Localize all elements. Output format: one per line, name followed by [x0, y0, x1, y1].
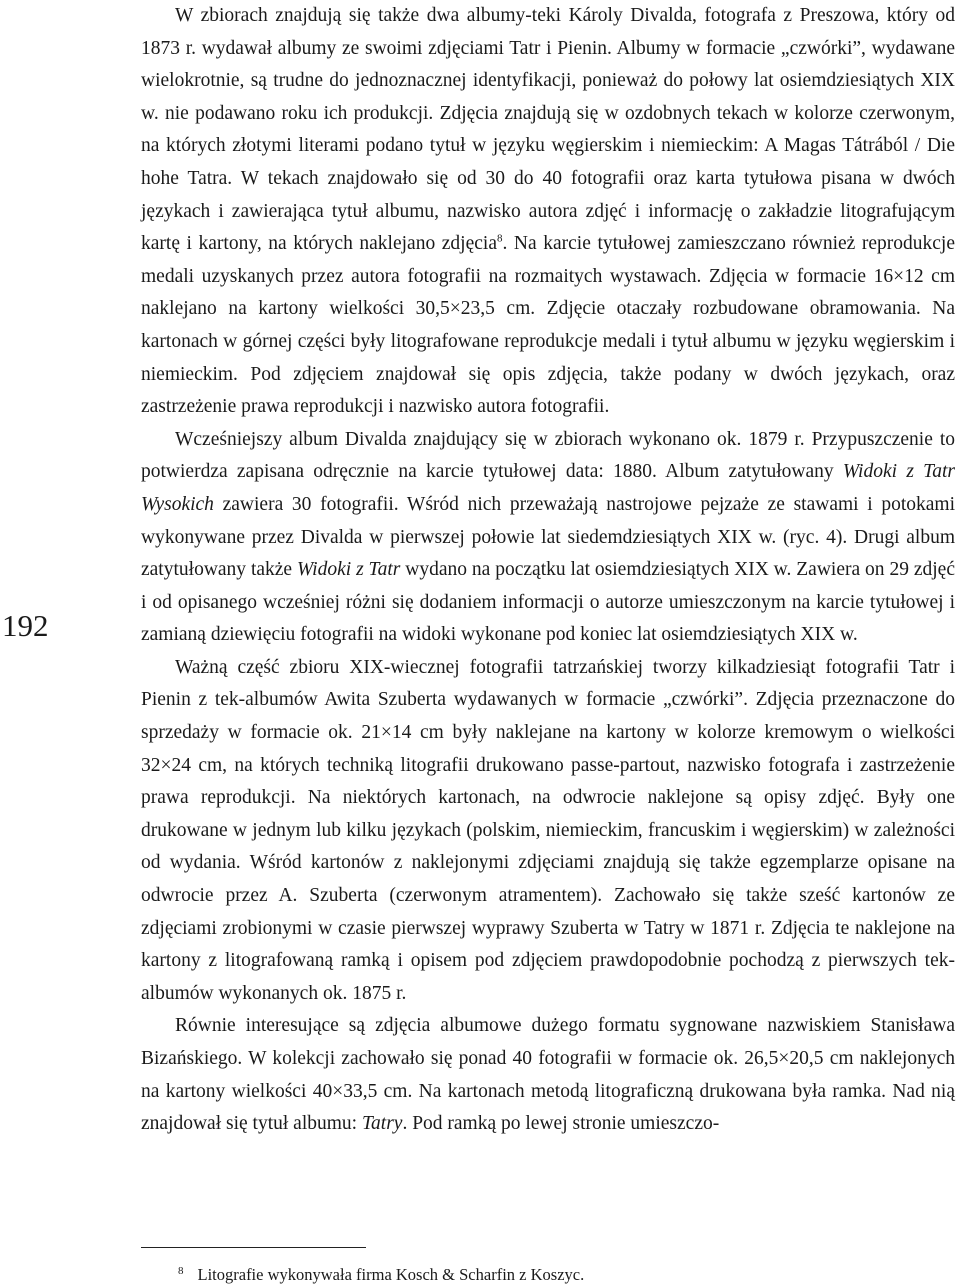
page-number: 192 [0, 606, 62, 646]
footnote-separator [141, 1247, 366, 1248]
footnote-mark: 8 [178, 1265, 184, 1277]
body-text [141, 0, 955, 1141]
italic-title: Widoki z Tatr Wysokich [141, 461, 955, 515]
footnote-reference: 8 [496, 232, 503, 245]
paragraph [141, 424, 955, 652]
footnote [178, 1260, 584, 1286]
italic-title: Widoki z Tatr [297, 559, 401, 581]
text-run: Ważną część zbioru XIX-wiecznej fotografii tatrzańskiej tworzy kilkadziesiąt fotografii Tatr i Pienin z tek-albumów Awita Szuberta wydawanych w formacie „czwórki”. Zdjęcia przeznaczone do sprzedaży w formacie ok. 21×14 cm były naklejane na kartony w kolorze kremowym o wielkości 32×24 cm, na których techniką litografii drukowano passe-partout, nazwisko fotografa i zastrzeżenie prawa reprodukcji. Na niektórych kartonach, na odwrocie naklejone są opisy zdjęć. Były one drukowane w jednym lub kilku językach (polskim, niemieckim, francuskim i węgierskim) w zależności od wydania. Wśród kartonów z naklejonymi zdjęciami znajdują się także egzemplarze opisane na odwrocie przez A. Szuberta (czerwonym atramentem). Zachowało się także sześć kartonów ze zdjęciami zrobionymi w czasie pierwszej wyprawy Szuberta w Tatry w 1871 r. Zdjęcia te naklejone na kartony z litografowaną ramką i opisem pod zdjęciem prawdopodobnie pochodzą z pierwszych tek-albumów wykonanych ok. 1875 r. [141, 656, 955, 1004]
paragraph [141, 652, 955, 1011]
italic-title: Tatry [361, 1113, 403, 1135]
footnote-text: Litografie wykonywała firma Kosch & Scharfin z Koszyc. [197, 1265, 585, 1284]
text-run: . Pod ramką po lewej stronie umieszczo- [402, 1113, 720, 1135]
text-run: wydano na początku lat osiemdziesiątych XIX w. Zawiera on 29 zdjęć i od opisanego wcześniej różni się dodaniem informacji o autorze umieszczonym na karcie tytułowej i zamianą dziewięciu fotografii na widoki wykonane pod koniec lat osiemdziesiątych XIX w. [141, 559, 955, 646]
text-run: Wcześniejszy album Divalda znajdujący się w zbiorach wykonano ok. 1879 r. Przypuszczenie to potwierdza zapisana odręcznie na karcie tytułowej data: 1880. Album zatytułowany [141, 428, 955, 483]
text-run: . Na karcie tytułowej zamieszczano również reprodukcje medali uzyskanych przez autora fotografii na rozmaitych wystawach. Zdjęcia w formacie 16×12 cm naklejano na kartony wielkości 30,5×23,5 cm. Zdjęcie otaczały rozbudowane obramowania. Na kartonach w górnej części były litografowane reprodukcje medali i tytuł albumu w języku węgierskim i niemieckim. Pod zdjęciem znajdował się opis zdjęcia, także podany w dwóch językach, oraz zastrzeżenie prawa reprodukcji i nazwisko autora fotografii. [141, 233, 955, 418]
text-run: W zbiorach znajdują się także dwa albumy-teki Károly Divalda, fotografa z Preszowa, który od 1873 r. wydawał albumy ze swoimi zdjęciami Tatr i Pienin. Albumy w formacie „czwórki”, wydawane wielokrotnie, są trudne do jednoznacznej identyfikacji, ponieważ do połowy lat osiemdziesiątych XIX w. nie podawano roku ich produkcji. Zdjęcia znajdują się w ozdobnych tekach w kolorze czerwonym, na których złotymi literami podano tytuł w języku węgierskim i niemieckim: A Magas Tátrából / Die hohe Tatra. W tekach znajdowało się od 30 do 40 fotografii oraz karta tytułowa pisana w dwóch językach i zawierająca tytuł albumu, nazwisko autora zdjęć i informację o zakładzie litografującym kartę i kartony, na których naklejano zdjęcia [141, 5, 955, 255]
text-run: Równie interesujące są zdjęcia albumowe dużego formatu sygnowane nazwiskiem Stanisława Bizańskiego. W kolekcji zachowało się ponad 40 fotografii w formacie ok. 26,5×20,5 cm naklejonych na kartony wielkości 40×33,5 cm. Na kartonach metodą litograficzną drukowana była ramka. Nad nią znajdował się tytuł albumu: [141, 1015, 955, 1135]
paragraph [141, 0, 955, 424]
text-run: zawiera 30 fotografii. Wśród nich przeważają nastrojowe pejzaże ze stawami i potokami wykonywane przez Divalda w pierwszej połowie lat siedemdziesiątych XIX w. (ryc. 4). Drugi album zatytułowany także [141, 493, 955, 581]
paragraph [141, 1010, 955, 1140]
